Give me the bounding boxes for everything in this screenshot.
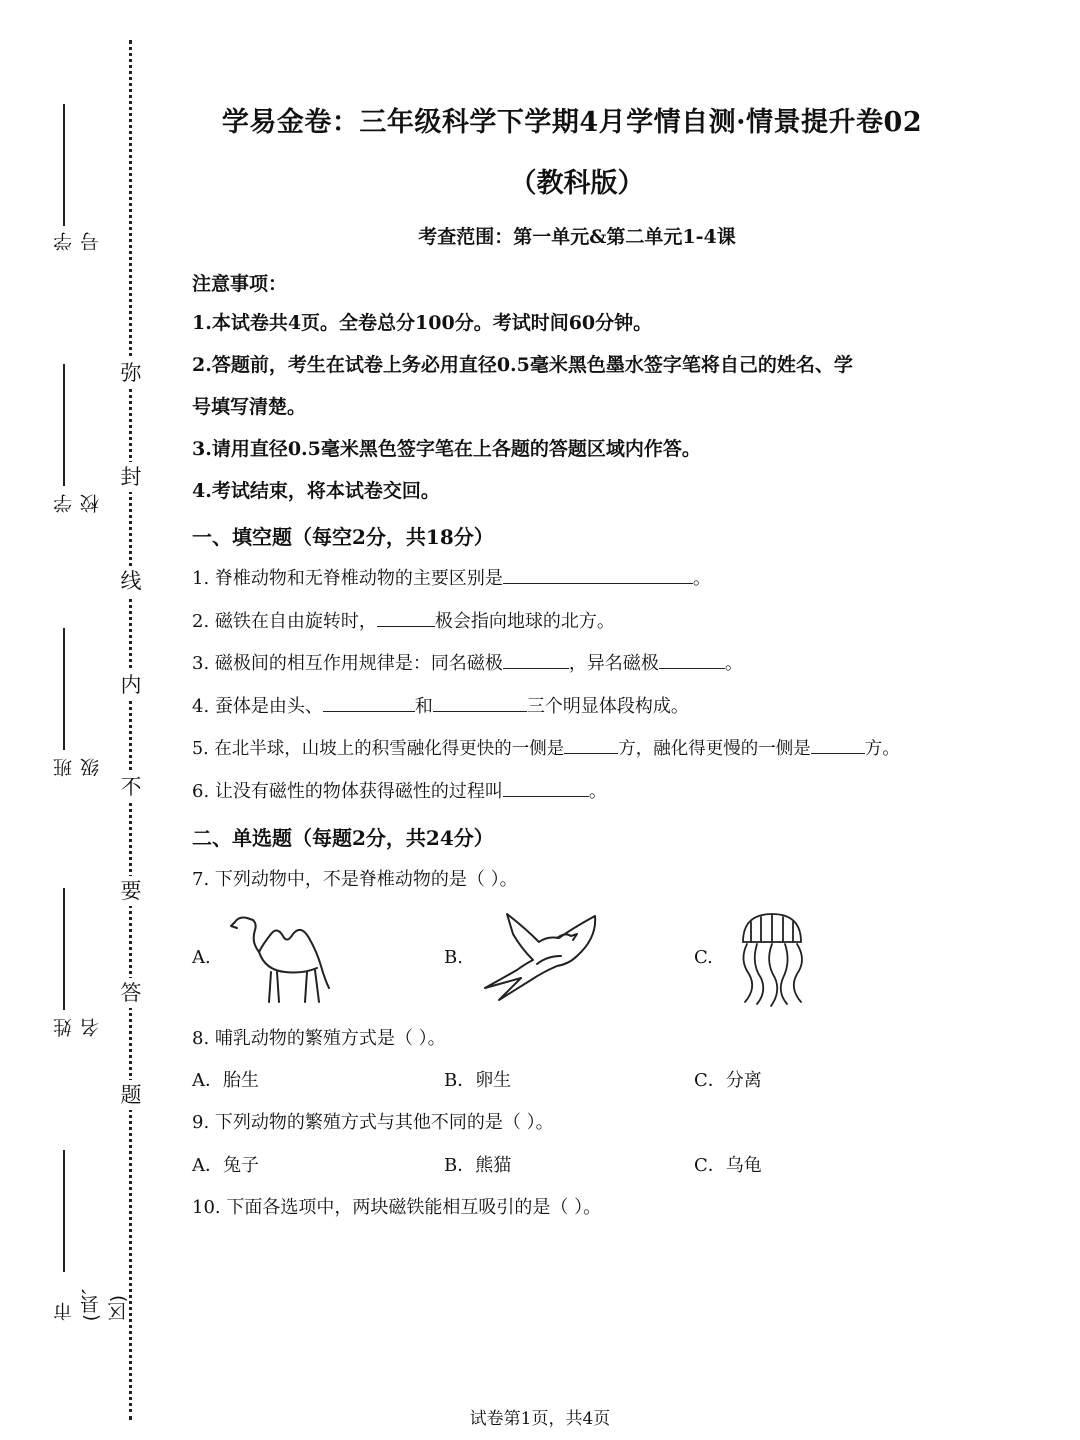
seal-char: 题 (116, 1080, 146, 1110)
option-c[interactable]: C. (694, 902, 817, 1014)
answer-blank[interactable] (503, 650, 569, 669)
seal-char: 封 (116, 462, 146, 492)
option-b[interactable]: B．卵生 (444, 1070, 512, 1091)
section-1-heading: 一、填空题（每空2分，共18分） (192, 525, 494, 549)
exam-subtitle: （教科版） (509, 168, 645, 199)
option-b[interactable]: B. (444, 902, 627, 1014)
option-a[interactable]: A．兔子 (192, 1154, 259, 1176)
question-8: 8. 哺乳动物的繁殖方式是（ ）。 (192, 1027, 446, 1049)
question-4: 4. 蚕体是由头、 和 三个明显体段构成。 (192, 686, 962, 729)
answer-blank[interactable] (377, 608, 435, 627)
seal-char: 内 (116, 670, 146, 700)
exam-title: 学易金卷：三年级科学下学期4月学情自测·情景提升卷02 (221, 107, 923, 138)
note-item: 号填写清楚。 (192, 396, 307, 418)
swallow-image (477, 908, 627, 1008)
option-c[interactable]: C．分离 (694, 1070, 762, 1091)
question-7-options (192, 902, 962, 1014)
seal-char: 不 (116, 772, 146, 802)
question-5: 5. 在北半球，山坡上的积雪融化得更快的一侧是 方，融化得更慢的一侧是 方。 (192, 728, 962, 771)
option-c[interactable]: C．乌龟 (694, 1154, 762, 1176)
jellyfish-image (727, 908, 817, 1008)
note-item: 1.本试卷共4页。全卷总分100分。考试时间60分钟。 (192, 312, 653, 334)
option-b[interactable]: B．熊猫 (444, 1154, 512, 1176)
answer-blank[interactable] (659, 650, 725, 669)
seal-char: 弥 (116, 358, 146, 388)
exam-content (192, 100, 962, 1229)
answer-blank[interactable] (503, 565, 693, 584)
notes-list (192, 302, 962, 512)
question-1: 1. 脊椎动物和无脊椎动物的主要区别是 。 (192, 558, 962, 601)
seal-dotted-line (129, 40, 132, 1420)
seal-char: 要 (116, 876, 146, 906)
exam-scope: 考查范围：第一单元&第二单元1-4课 (418, 226, 736, 248)
answer-blank[interactable] (323, 693, 415, 712)
notes-heading: 注意事项： (192, 273, 288, 295)
note-item: 2.答题前，考生在试卷上务必用直径0.5毫米黑色墨水签字笔将自己的姓名、学 (192, 354, 853, 376)
option-a[interactable]: A．胎生 (192, 1070, 259, 1091)
page-footer: 试卷第1页，共4页 (469, 1409, 611, 1429)
binding-margin: 弥 封 线 内 不 要 答 题 学号 学校 班级 姓名 市(县、区) (0, 0, 170, 1440)
question-8-options (192, 1060, 962, 1102)
note-item: 4.考试结束，将本试卷交回。 (192, 480, 440, 502)
question-3: 3. 磁极间的相互作用规律是：同名磁极 ，异名磁极 。 (192, 643, 962, 686)
option-a[interactable]: A. (192, 902, 345, 1014)
question-7: 7. 下列动物中，不是脊椎动物的是（ ）。 (192, 869, 518, 890)
seal-char: 线 (116, 566, 146, 596)
question-6: 6. 让没有磁性的物体获得磁性的过程叫 。 (192, 771, 962, 814)
question-9-options (192, 1145, 962, 1187)
question-9: 9. 下列动物的繁殖方式与其他不同的是（ ）。 (192, 1112, 554, 1133)
camel-image (225, 908, 345, 1008)
answer-blank[interactable] (503, 778, 589, 797)
answer-blank[interactable] (564, 735, 618, 754)
answer-blank[interactable] (811, 735, 865, 754)
answer-blank[interactable] (433, 693, 527, 712)
note-item: 3.请用直径0.5毫米黑色签字笔在上各题的答题区域内作答。 (192, 438, 701, 460)
question-2: 2. 磁铁在自由旋转时， 极会指向地球的北方。 (192, 601, 962, 644)
section-2-heading: 二、单选题（每题2分，共24分） (192, 826, 494, 850)
seal-char: 答 (116, 978, 146, 1008)
question-10: 10. 下面各选项中，两块磁铁能相互吸引的是（ ）。 (192, 1196, 602, 1218)
